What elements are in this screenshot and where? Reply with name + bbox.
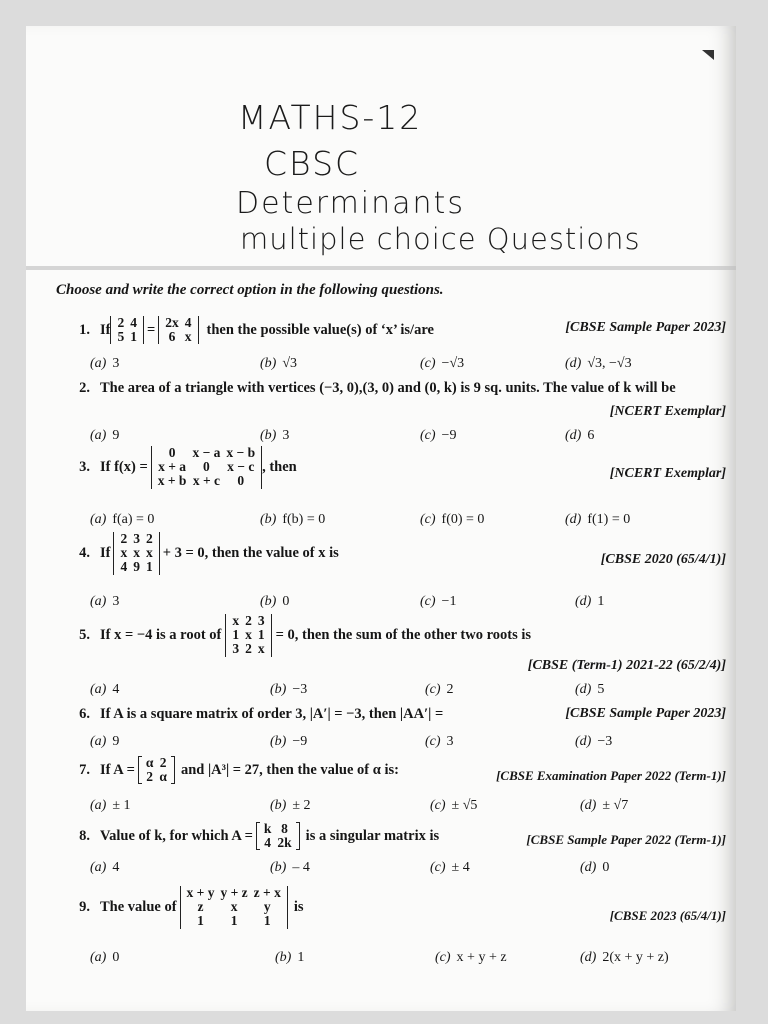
- option-text: −3: [597, 734, 613, 749]
- instruction-text: Choose and write the correct option in the following questions.: [56, 282, 444, 298]
- option-text: 3: [282, 428, 290, 443]
- det-cell: x: [133, 545, 140, 561]
- question-text: The area of a triangle with vertices (−3, 0),(3, 0) and (0, k) is 9 sq. units. The value of k will be: [100, 380, 676, 396]
- option-label: (b): [270, 860, 287, 875]
- question-prefix: Value of k, for which A =: [100, 827, 253, 844]
- option-label: (a): [90, 428, 107, 443]
- option-a: [90, 798, 131, 814]
- option-text: 9: [112, 734, 120, 749]
- option-d: [565, 356, 632, 372]
- option-text: 2(x + y + z): [602, 950, 669, 965]
- option-c: [425, 682, 454, 698]
- det-cell: y: [263, 899, 271, 915]
- question-text: is a singular matrix is: [305, 827, 440, 844]
- option-d: [575, 682, 604, 698]
- question-prefix: If: [100, 544, 111, 561]
- det-cell: x: [145, 545, 153, 561]
- det-cell: 1: [130, 329, 137, 345]
- det-cell: x + b: [157, 473, 187, 489]
- det-cell: x − a: [192, 445, 221, 460]
- option-text: √3, −√3: [587, 356, 632, 371]
- question-number: 6.: [79, 706, 90, 722]
- option-label: (c): [425, 682, 441, 697]
- handwritten-title: MATHS-12: [238, 98, 423, 137]
- question-prefix: If x = −4 is a root of: [100, 626, 222, 643]
- option-label: (c): [425, 734, 441, 749]
- det-cell: x + c: [192, 473, 220, 489]
- det-cell: 6: [168, 329, 176, 345]
- option-text: −1: [441, 594, 457, 609]
- option-a: [90, 860, 119, 876]
- option-label: (d): [580, 798, 597, 813]
- det-cell: 3: [232, 641, 240, 657]
- det-cell: 0: [237, 473, 245, 489]
- option-label: (a): [90, 512, 107, 527]
- question-number: 7.: [79, 761, 90, 778]
- option-text: −9: [441, 428, 457, 443]
- matrix-cell: 2k: [277, 835, 292, 851]
- option-text: 0: [282, 594, 290, 609]
- option-label: (c): [420, 428, 436, 443]
- option-text: – 4: [292, 860, 310, 875]
- paper-fold-line: [26, 266, 736, 270]
- question-text: and |A³| = 27, then the value of α is:: [180, 761, 399, 778]
- equals-sign: =: [146, 321, 156, 338]
- det-cell: 0: [203, 459, 210, 475]
- option-label: (d): [575, 594, 592, 609]
- option-d: [565, 428, 594, 444]
- det-cell: 1: [263, 913, 271, 929]
- option-text: 1: [597, 594, 605, 609]
- option-label: (a): [90, 734, 107, 749]
- option-text: ± √5: [451, 798, 478, 813]
- question-prefix: If A =: [100, 761, 135, 778]
- question-2: [56, 380, 726, 419]
- handwritten-board: CBSC: [264, 144, 361, 183]
- matrix-cell: α: [145, 755, 154, 770]
- option-text: f(0) = 0: [441, 512, 485, 527]
- option-label: (c): [420, 594, 436, 609]
- question-source: [NCERT Exemplar]: [609, 404, 726, 419]
- option-label: (c): [430, 860, 446, 875]
- option-label: (b): [260, 356, 277, 371]
- question-number: 9.: [79, 898, 90, 915]
- option-text: 2: [446, 682, 454, 697]
- option-label: (a): [90, 356, 107, 371]
- option-text: 3: [446, 734, 454, 749]
- option-d: [580, 950, 669, 966]
- det-cell: x + y: [186, 885, 215, 900]
- question-number: 3.: [79, 458, 90, 475]
- question-text: then the possible value(s) of ‘x’ is/are: [206, 321, 434, 338]
- determinant: [180, 886, 288, 929]
- matrix: [138, 756, 175, 784]
- option-label: (a): [90, 798, 107, 813]
- option-b: [260, 428, 289, 444]
- option-d: [580, 860, 609, 876]
- det-cell: 0: [168, 445, 176, 460]
- det-cell: x − c: [227, 459, 255, 475]
- question-5: [56, 613, 726, 673]
- option-d: [580, 798, 628, 814]
- matrix-cell: k: [263, 821, 272, 836]
- option-text: 4: [112, 682, 120, 697]
- page-corner-mark: [702, 50, 714, 60]
- det-cell: 1: [145, 559, 153, 575]
- matrix-cell: 8: [281, 821, 288, 836]
- question-3: [56, 446, 726, 489]
- det-cell: 2: [117, 315, 125, 330]
- option-c: [430, 798, 477, 814]
- option-text: f(a) = 0: [112, 512, 155, 527]
- det-cell: x + a: [158, 459, 187, 475]
- question-source: [CBSE Sample Paper 2023]: [565, 320, 726, 335]
- option-text: ± 4: [451, 860, 470, 875]
- option-label: (b): [270, 798, 287, 813]
- det-cell: 4: [130, 315, 137, 330]
- question-number: 8.: [79, 827, 90, 844]
- option-label: (a): [90, 594, 107, 609]
- det-cell: z: [197, 899, 204, 915]
- option-text: ± 1: [112, 798, 131, 813]
- question-source: [CBSE Sample Paper 2022 (Term-1)]: [526, 832, 726, 847]
- question-7: [56, 756, 726, 784]
- determinant: [151, 446, 262, 489]
- worksheet-page: [26, 26, 736, 1011]
- determinant-left: [110, 316, 144, 344]
- det-cell: x − b: [226, 445, 256, 460]
- option-d: [575, 594, 604, 610]
- question-source: [CBSE Examination Paper 2022 (Term-1)]: [496, 768, 726, 783]
- option-b: [260, 512, 325, 528]
- det-cell: x: [245, 627, 252, 643]
- option-a: [90, 734, 119, 750]
- question-6: [56, 706, 726, 723]
- option-label: (a): [90, 682, 107, 697]
- determinant-right: [158, 316, 198, 344]
- question-source: [CBSE (Term-1) 2021-22 (65/2/4)]: [527, 658, 726, 673]
- option-text: f(1) = 0: [587, 512, 631, 527]
- det-cell: 9: [133, 559, 140, 575]
- option-d: [575, 734, 612, 750]
- option-label: (c): [430, 798, 446, 813]
- option-text: 3: [112, 594, 120, 609]
- matrix-cell: α: [159, 769, 167, 785]
- det-cell: x: [230, 899, 238, 915]
- option-text: x + y + z: [456, 950, 507, 965]
- option-b: [275, 950, 304, 966]
- option-c: [430, 860, 470, 876]
- option-label: (d): [575, 734, 592, 749]
- option-label: (b): [260, 594, 277, 609]
- option-label: (b): [270, 734, 287, 749]
- question-source: [CBSE 2020 (65/4/1)]: [600, 552, 726, 567]
- det-cell: 1: [197, 913, 204, 929]
- question-text: = 0, then the sum of the other two roots is: [275, 626, 532, 643]
- det-cell: x: [232, 613, 240, 628]
- option-text: ± √7: [602, 798, 629, 813]
- matrix-cell: 2: [146, 769, 153, 785]
- question-text: If A is a square matrix of order 3, |A′| = −3, then |AA′| =: [100, 706, 444, 722]
- option-a: [90, 356, 119, 372]
- question-8: [56, 822, 726, 850]
- option-text: 5: [597, 682, 605, 697]
- question-number: 1.: [79, 321, 90, 338]
- det-cell: z + x: [253, 885, 281, 900]
- handwritten-topic: Determinants: [236, 186, 465, 221]
- option-b: [270, 734, 307, 750]
- option-b: [270, 682, 307, 698]
- question-number: 5.: [79, 626, 90, 643]
- question-text: + 3 = 0, then the value of x is: [162, 544, 339, 561]
- question-4: [56, 532, 726, 575]
- det-cell: 2: [120, 531, 128, 546]
- det-cell: 1: [257, 627, 265, 643]
- det-cell: 2x: [165, 315, 179, 330]
- option-b: [260, 356, 297, 372]
- question-number: 4.: [79, 544, 90, 561]
- option-text: 4: [112, 860, 120, 875]
- det-cell: y + z: [220, 885, 248, 900]
- det-cell: 5: [117, 329, 125, 345]
- handwritten-subtitle: multiple choice Questions: [240, 222, 641, 256]
- question-source: [CBSE Sample Paper 2023]: [565, 706, 726, 721]
- det-cell: x: [257, 641, 265, 657]
- option-label: (c): [420, 356, 436, 371]
- option-c: [420, 594, 456, 610]
- option-text: −√3: [441, 356, 465, 371]
- question-text: is: [293, 898, 304, 915]
- option-b: [270, 860, 310, 876]
- det-cell: 2: [145, 531, 153, 546]
- option-label: (b): [270, 682, 287, 697]
- option-label: (a): [90, 860, 107, 875]
- question-9: [56, 886, 726, 929]
- question-text: , then: [262, 458, 297, 475]
- option-b: [270, 798, 311, 814]
- option-c: [420, 428, 456, 444]
- question-prefix: The value of: [100, 898, 177, 915]
- option-c: [420, 356, 464, 372]
- option-a: [90, 594, 119, 610]
- option-text: −9: [292, 734, 308, 749]
- det-cell: 2: [245, 613, 252, 628]
- option-a: [90, 682, 119, 698]
- matrix-cell: 2: [159, 755, 167, 770]
- option-a: [90, 512, 154, 528]
- det-cell: 4: [184, 315, 192, 330]
- option-a: [90, 428, 119, 444]
- option-label: (b): [260, 428, 277, 443]
- option-label: (d): [565, 428, 582, 443]
- option-b: [260, 594, 289, 610]
- option-label: (c): [435, 950, 451, 965]
- det-cell: 2: [245, 641, 252, 657]
- option-label: (a): [90, 950, 107, 965]
- option-c: [425, 734, 454, 750]
- option-text: 6: [587, 428, 595, 443]
- option-label: (d): [575, 682, 592, 697]
- question-prefix: If f(x) =: [100, 458, 148, 475]
- option-text: 0: [112, 950, 120, 965]
- option-a: [90, 950, 119, 966]
- question-source: [NCERT Exemplar]: [609, 466, 726, 481]
- matrix: [256, 822, 300, 850]
- matrix-cell: 4: [264, 835, 272, 851]
- det-cell: x: [120, 545, 128, 561]
- option-label: (d): [580, 860, 597, 875]
- option-text: 3: [112, 356, 120, 371]
- option-text: f(b) = 0: [282, 512, 326, 527]
- option-text: 0: [602, 860, 610, 875]
- option-label: (d): [580, 950, 597, 965]
- det-cell: 1: [230, 913, 238, 929]
- determinant: [225, 614, 271, 657]
- option-text: −3: [292, 682, 308, 697]
- option-d: [565, 512, 630, 528]
- option-label: (b): [275, 950, 292, 965]
- question-prefix: If: [100, 321, 111, 338]
- option-text: 1: [297, 950, 305, 965]
- question-source: [CBSE 2023 (65/4/1)]: [609, 908, 726, 923]
- det-cell: x: [184, 329, 192, 345]
- det-cell: 1: [232, 627, 240, 643]
- option-c: [420, 512, 484, 528]
- determinant: [113, 532, 159, 575]
- question-1: [56, 316, 726, 344]
- option-label: (d): [565, 512, 582, 527]
- option-label: (d): [565, 356, 582, 371]
- option-c: [435, 950, 507, 966]
- option-text: 9: [112, 428, 120, 443]
- det-cell: 4: [120, 559, 128, 575]
- option-label: (b): [260, 512, 277, 527]
- option-text: ± 2: [292, 798, 311, 813]
- question-number: 2.: [79, 380, 90, 396]
- option-label: (c): [420, 512, 436, 527]
- det-cell: 3: [133, 531, 140, 546]
- det-cell: 3: [257, 613, 265, 628]
- option-text: √3: [282, 356, 298, 371]
